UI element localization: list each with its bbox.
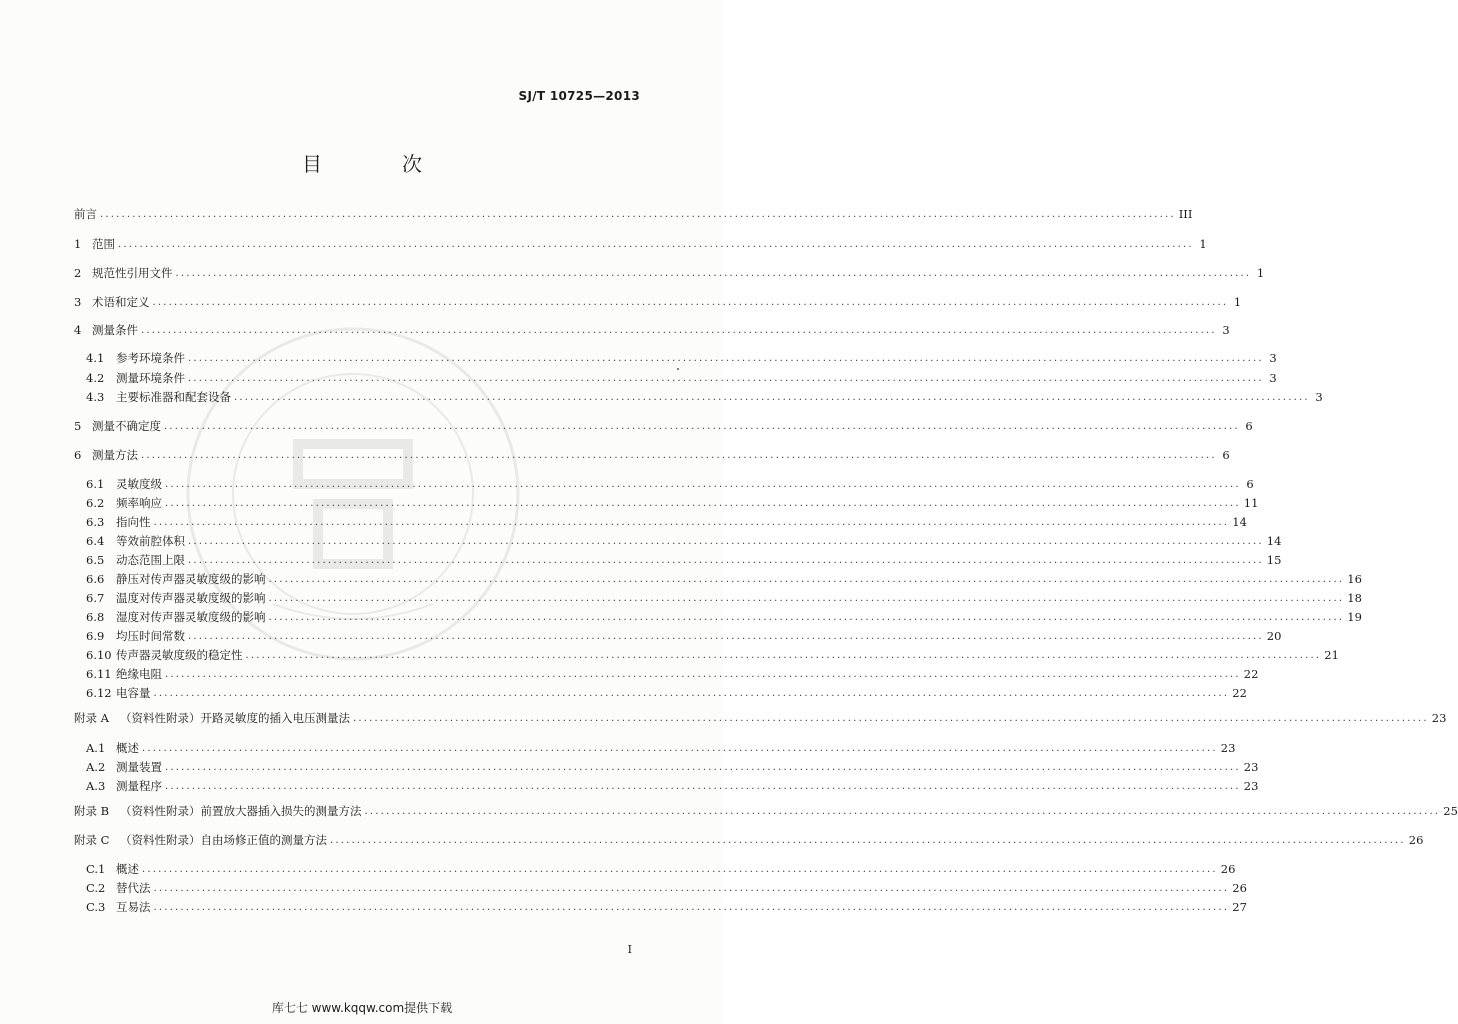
toc-leader-dots: ........................................................................................................................................................................................................ — [141, 325, 1217, 336]
toc-leader-dots: ........................................................................................................................................................................................................ — [141, 450, 1217, 461]
toc-entry-title: 测量不确定度 — [92, 419, 161, 433]
toc-entry[interactable] — [74, 832, 1424, 848]
toc-entry-page: 3 — [1315, 390, 1323, 404]
toc-entry-title: 替代法 — [116, 881, 151, 895]
toc-entry[interactable] — [74, 206, 1193, 222]
toc-entry-page: 3 — [1222, 323, 1230, 337]
toc-entry-number: 6.3 — [86, 515, 105, 529]
toc-entry-title: 测量条件 — [92, 323, 138, 337]
toc-entry-title: 静压对传声器灵敏度级的影响 — [116, 572, 266, 586]
toc-leader-dots: ........................................................................................................................................................................................................ — [153, 902, 1230, 913]
toc-entry[interactable] — [86, 350, 1277, 366]
toc-entry[interactable] — [86, 552, 1282, 568]
toc-leader-dots: ........................................................................................................................................................................................................ — [165, 498, 1241, 509]
toc-entry[interactable] — [86, 759, 1259, 775]
toc-entry-number: 6.12 — [86, 686, 112, 700]
toc-entry-number: A.1 — [86, 741, 106, 755]
toc-entry-number: 1 — [74, 237, 82, 251]
toc-entry-number: 6.4 — [86, 534, 105, 548]
toc-entry[interactable] — [86, 476, 1254, 492]
toc-leader-dots: ........................................................................................................................................................................................................ — [164, 421, 1240, 432]
toc-entry[interactable] — [86, 740, 1236, 756]
toc-entry-title: 主要标准器和配套设备 — [116, 390, 231, 404]
toc-entry-page: 6 — [1246, 477, 1254, 491]
toc-leader-dots: ........................................................................................................................................................................................................ — [268, 593, 1345, 604]
toc-entry-title: 术语和定义 — [92, 295, 150, 309]
toc-entry-number: 6.9 — [86, 629, 105, 643]
toc-entry-title: （资料性附录）自由场修正值的测量方法 — [120, 833, 327, 847]
toc-entry-number: 6 — [74, 448, 82, 462]
toc-leader-dots: ........................................................................................................................................................................................................ — [364, 806, 1441, 817]
toc-entry-title: 概述 — [116, 741, 139, 755]
toc-entry-number: 5 — [74, 419, 82, 433]
toc-entry-page: 21 — [1324, 648, 1339, 662]
toc-entry[interactable] — [74, 265, 1265, 281]
toc-entry-title: 测量装置 — [116, 760, 162, 774]
toc-entry-page: 22 — [1232, 686, 1247, 700]
toc-entry-number: C.1 — [86, 862, 106, 876]
toc-entry[interactable] — [86, 590, 1362, 606]
toc-entry[interactable] — [86, 609, 1362, 625]
toc-entry-page: 16 — [1347, 572, 1362, 586]
toc-entry[interactable] — [86, 666, 1259, 682]
toc-entry-number: 4.3 — [86, 390, 105, 404]
toc-entry-page: 22 — [1243, 667, 1259, 681]
toc-entry[interactable] — [86, 685, 1247, 701]
toc-entry-title: 指向性 — [116, 515, 151, 529]
toc-leader-dots: ........................................................................................................................................................................................................ — [234, 392, 1310, 403]
toc-entry-title: 互易法 — [116, 900, 151, 914]
scan-speck — [677, 368, 679, 370]
toc-entry-title: 测量方法 — [92, 448, 138, 462]
toc-entry-number: 4.2 — [86, 371, 105, 385]
toc-entry[interactable] — [86, 495, 1259, 511]
toc-entry-number: 6.11 — [86, 667, 112, 681]
toc-leader-dots: ........................................................................................................................................................................................................ — [153, 883, 1230, 894]
standard-code: SJ/T 10725—2013 — [518, 89, 640, 103]
toc-entry-page: 18 — [1347, 591, 1362, 605]
toc-entry[interactable] — [86, 880, 1247, 896]
toc-entry-title: 等效前腔体积 — [116, 534, 185, 548]
toc-entry-title: 参考环境条件 — [116, 351, 185, 365]
toc-leader-dots: ........................................................................................................................................................................................................ — [165, 479, 1241, 490]
toc-entry[interactable] — [86, 514, 1247, 530]
toc-entry-title: 规范性引用文件 — [92, 266, 173, 280]
toc-entry-page: 25 — [1443, 804, 1458, 818]
toc-entry[interactable] — [74, 447, 1230, 463]
page-number: I — [627, 943, 632, 956]
toc-leader-dots: ........................................................................................................................................................................................................ — [153, 688, 1230, 699]
toc-entry-page: 26 — [1220, 862, 1236, 876]
toc-entry[interactable] — [86, 899, 1247, 915]
toc-entry-number: 6.6 — [86, 572, 105, 586]
toc-entry-title: 测量环境条件 — [116, 371, 185, 385]
toc-entry-number: 6.1 — [86, 477, 105, 491]
toc-leader-dots: ........................................................................................................................................................................................................ — [142, 743, 1218, 754]
toc-leader-dots: ........................................................................................................................................................................................................ — [268, 574, 1345, 585]
toc-entry-page: 3 — [1269, 371, 1277, 385]
toc-entry-number: 4.1 — [86, 351, 105, 365]
toc-leader-dots: ........................................................................................................................................................................................................ — [245, 650, 1322, 661]
toc-entry-page: 14 — [1232, 515, 1247, 529]
toc-entry-title: 温度对传声器灵敏度级的影响 — [116, 591, 266, 605]
toc-leader-dots: ........................................................................................................................................................................................................ — [100, 209, 1176, 220]
toc-entry-page: 11 — [1243, 496, 1259, 510]
toc-entry-number: 附录 A — [74, 711, 109, 725]
toc-entry-page: 1 — [1233, 295, 1242, 309]
toc-entry[interactable] — [86, 571, 1362, 587]
toc-entry-title: 均压时间常数 — [116, 629, 185, 643]
toc-leader-dots: ........................................................................................................................................................................................................ — [353, 713, 1429, 724]
toc-entry-number: 6.8 — [86, 610, 105, 624]
toc-entry-number: A.3 — [86, 779, 106, 793]
toc-entry-number: 3 — [74, 295, 82, 309]
toc-entry-title: 范围 — [92, 237, 115, 251]
toc-entry-page: 15 — [1266, 553, 1282, 567]
toc-entry-page: 1 — [1256, 266, 1265, 280]
toc-entry[interactable] — [74, 803, 1458, 819]
toc-leader-dots: ........................................................................................................................................................................................................ — [268, 612, 1345, 623]
toc-entry-title: 湿度对传声器灵敏度级的影响 — [116, 610, 266, 624]
toc-entry-number: 4 — [74, 323, 82, 337]
page-title: 目 次 — [302, 152, 452, 176]
toc-entry-page: III — [1178, 207, 1193, 221]
toc-entry-title: （资料性附录）开路灵敏度的插入电压测量法 — [120, 711, 350, 725]
toc-entry-number: 附录 B — [74, 804, 110, 818]
toc-entry[interactable] — [86, 861, 1236, 877]
toc-entry-page: 27 — [1232, 900, 1247, 914]
toc-entry-page: 14 — [1266, 534, 1282, 548]
toc-entry-page: 19 — [1347, 610, 1362, 624]
toc-entry-number: 附录 C — [74, 833, 110, 847]
toc-entry-title: 概述 — [116, 862, 139, 876]
toc-entry-page: 3 — [1269, 351, 1277, 365]
toc-entry-number: C.2 — [86, 881, 106, 895]
toc-entry-title: 电容量 — [116, 686, 151, 700]
toc-entry[interactable] — [86, 628, 1282, 644]
toc-entry[interactable] — [74, 322, 1230, 338]
toc-entry-number: 6.7 — [86, 591, 105, 605]
toc-leader-dots: ........................................................................................................................................................................................................ — [142, 864, 1218, 875]
toc-entry-number: 6.10 — [86, 648, 112, 662]
toc-leader-dots: ........................................................................................................................................................................................................ — [165, 781, 1241, 792]
toc-entry-title: 测量程序 — [116, 779, 162, 793]
toc-entry-title: 绝缘电阻 — [116, 667, 162, 681]
toc-entry-page: 20 — [1266, 629, 1282, 643]
toc-leader-dots: ........................................................................................................................................................................................................ — [165, 762, 1241, 773]
toc-leader-dots: ........................................................................................................................................................................................................ — [188, 373, 1264, 384]
toc-entry[interactable] — [86, 778, 1259, 794]
toc-entry-number: C.3 — [86, 900, 106, 914]
toc-entry-title: 前言 — [74, 207, 97, 221]
toc-entry-page: 1 — [1199, 237, 1207, 251]
toc-entry-number: 6.2 — [86, 496, 105, 510]
toc-leader-dots: ........................................................................................................................................................................................................ — [175, 268, 1252, 279]
toc-leader-dots: ........................................................................................................................................................................................................ — [330, 835, 1406, 846]
toc-entry-page: 6 — [1245, 419, 1253, 433]
toc-entry-title: 频率响应 — [116, 496, 162, 510]
download-footer: 库七七 www.kqqw.com提供下载 — [271, 1001, 453, 1015]
toc-entry-page: 6 — [1222, 448, 1230, 462]
toc-leader-dots: ........................................................................................................................................................................................................ — [188, 536, 1264, 547]
toc-entry[interactable] — [74, 236, 1207, 252]
toc-leader-dots: ........................................................................................................................................................................................................ — [153, 517, 1230, 528]
toc-entry-title: 传声器灵敏度级的稳定性 — [116, 648, 243, 662]
toc-entry[interactable] — [86, 533, 1282, 549]
toc-leader-dots: ........................................................................................................................................................................................................ — [165, 669, 1241, 680]
toc-entry-title: 动态范围上限 — [116, 553, 185, 567]
toc-entry-number: A.2 — [86, 760, 106, 774]
toc-entry[interactable] — [86, 647, 1339, 663]
toc-leader-dots: ........................................................................................................................................................................................................ — [152, 297, 1229, 308]
toc-entry-page: 23 — [1220, 741, 1236, 755]
toc-entry[interactable] — [86, 370, 1277, 386]
toc-entry-number: 2 — [74, 266, 82, 280]
toc-leader-dots: ........................................................................................................................................................................................................ — [188, 353, 1264, 364]
toc-entry-number: 6.5 — [86, 553, 105, 567]
toc-entry-page: 26 — [1232, 881, 1247, 895]
toc-entry-title: （资料性附录）前置放大器插入损失的测量方法 — [120, 804, 362, 818]
toc-entry-title: 灵敏度级 — [116, 477, 162, 491]
toc-leader-dots: ........................................................................................................................................................................................................ — [118, 239, 1194, 250]
toc-entry[interactable] — [74, 294, 1242, 310]
toc-entry-page: 23 — [1243, 779, 1259, 793]
toc-entry-page: 23 — [1431, 711, 1447, 725]
toc-entry[interactable] — [86, 389, 1323, 405]
toc-entry[interactable] — [74, 710, 1447, 726]
toc-entry[interactable] — [74, 418, 1253, 434]
toc-entry-page: 26 — [1408, 833, 1424, 847]
toc-entry-page: 23 — [1243, 760, 1259, 774]
toc-leader-dots: ........................................................................................................................................................................................................ — [188, 631, 1264, 642]
toc-leader-dots: ........................................................................................................................................................................................................ — [188, 555, 1264, 566]
